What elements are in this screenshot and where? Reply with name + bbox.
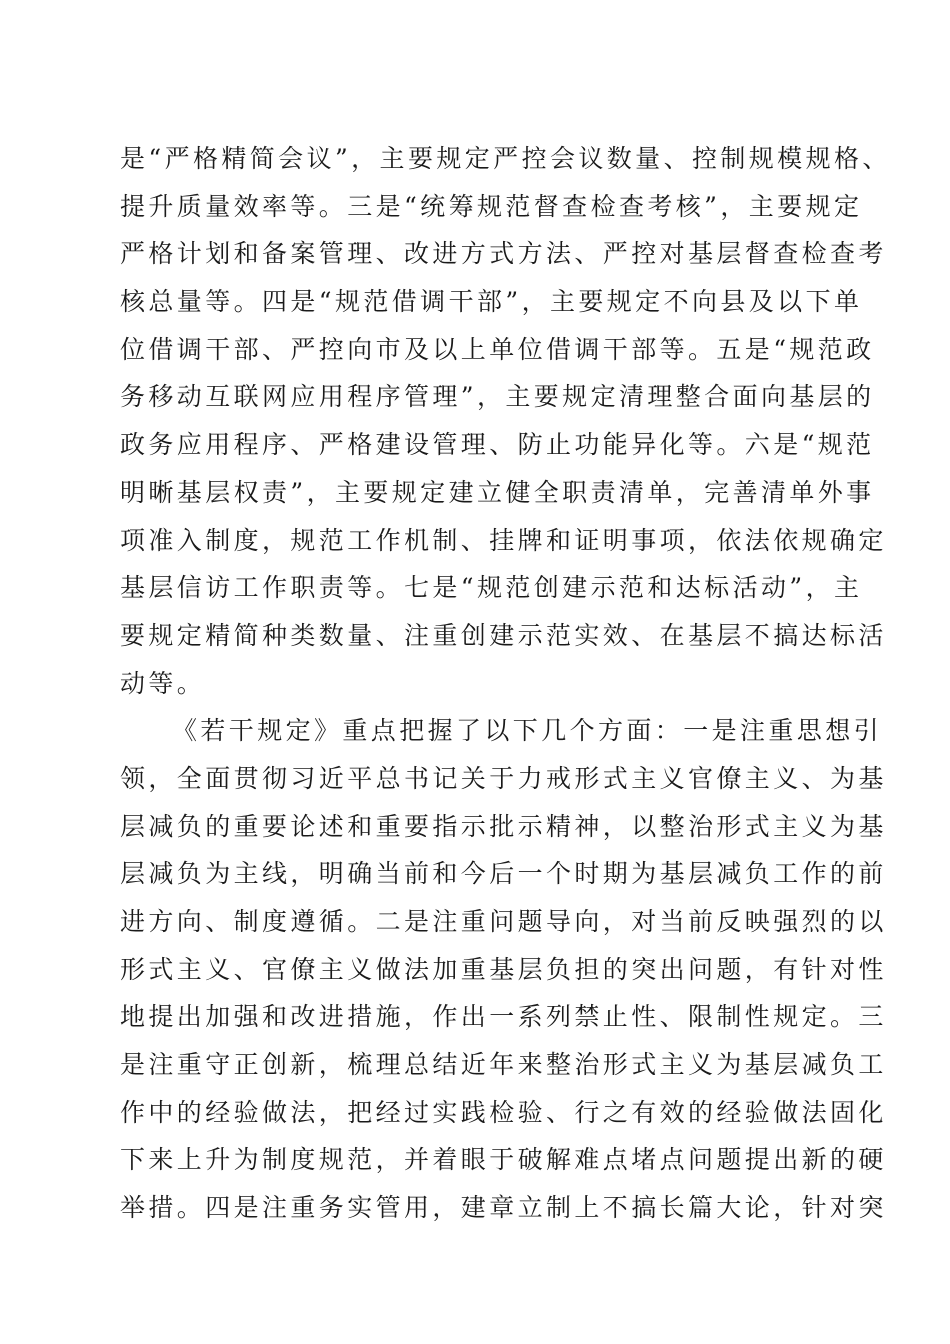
text-line: 要规定精简种类数量、注重创建示范实效、在基层不搞达标活 (120, 620, 887, 650)
text-line: 严格计划和备案管理、改进方式方法、严控对基层督查检查考 (120, 239, 887, 269)
body-text (120, 135, 891, 1232)
text-line: 进方向、制度遵循。二是注重问题导向，对当前反映强烈的以 (120, 907, 887, 936)
text-line: 下来上升为制度规范，并着眼于破解难点堵点问题提出新的硬 (120, 1145, 887, 1175)
text-line: 核总量等。四是“规范借调干部”，主要规定不向县及以下单 (120, 287, 863, 317)
text-line: 举措。四是注重务实管用，建章立制上不搞长篇大论，针对突 (120, 1193, 887, 1223)
text-line: 明晰基层权责”，主要规定建立健全职责清单，完善清单外事 (120, 477, 875, 507)
text-line: 形式主义、官僚主义做法加重基层负担的突出问题，有针对性 (120, 954, 887, 984)
text-line: 是注重守正创新，梳理总结近年来整治形式主义为基层减负工 (120, 1050, 887, 1080)
text-line: 政务应用程序、严格建设管理、防止功能异化等。六是“规范 (120, 430, 875, 460)
text-line: 地提出加强和改进措施，作出一系列禁止性、限制性规定。三 (120, 1002, 887, 1032)
text-line: 层减负的重要论述和重要指示批示精神，以整治形式主义为基 (120, 811, 887, 841)
text-line: 项准入制度，规范工作机制、挂牌和证明事项，依法依规确定 (120, 525, 887, 555)
text-line: 提升质量效率等。三是“统筹规范督查检查考核”，主要规定 (120, 191, 863, 221)
text-line: 领，全面贯彻习近平总书记关于力戒形式主义官僚主义、为基 (120, 763, 887, 793)
text-line: 动等。 (120, 668, 206, 698)
text-line: 作中的经验做法，把经过实践检验、行之有效的经验做法固化 (120, 1097, 887, 1127)
text-line: 位借调干部、严控向市及以上单位借调干部等。五是“规范政 (120, 334, 875, 364)
paragraph-first-line: 《若干规定》重点把握了以下几个方面：一是注重思想引 (172, 716, 883, 746)
text-line: 务移动互联网应用程序管理”，主要规定清理整合面向基层的 (120, 382, 875, 412)
text-line: 是“严格精简会议”，主要规定严控会议数量、控制规模规格、 (120, 144, 891, 173)
text-line: 基层信访工作职责等。七是“规范创建示范和达标活动”，主 (120, 573, 863, 603)
text-line: 层减负为主线，明确当前和今后一个时期为基层减负工作的前 (120, 859, 887, 889)
